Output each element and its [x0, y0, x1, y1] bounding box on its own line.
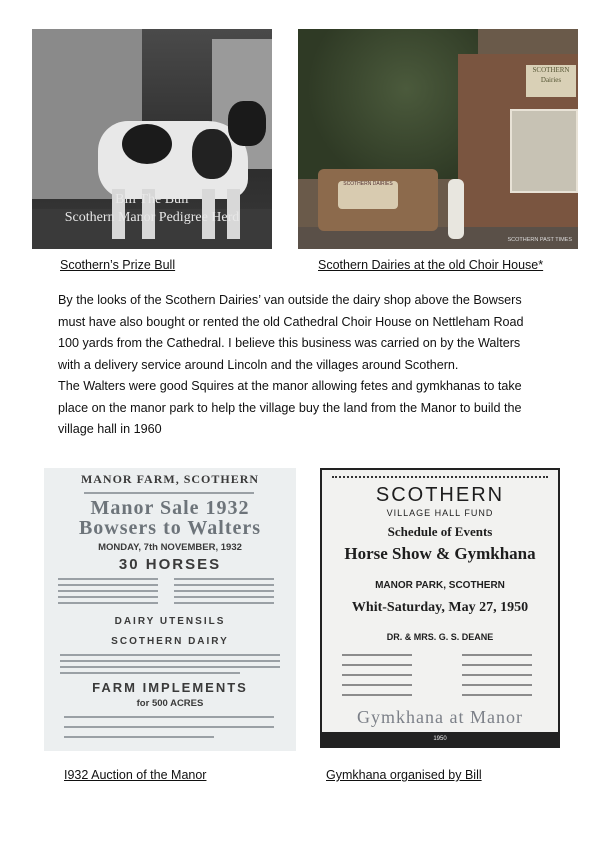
gymkhana-venue: MANOR PARK, SCOTHERN: [375, 580, 505, 591]
bull-overlay-subtitle: Scothern Manor Pedigree Herd: [64, 210, 240, 225]
paragraph-dairies: By the looks of the Scothern Dairies’ van outside the dairy shop above the Bowsers must have also bought or rented the old Cathedral Choir House on Nettleham Road 100 yards from the Cathedral. I believe this business was carried on by the Walters with a delivery service around Lincoln and the villages around Scothern.: [58, 293, 524, 372]
gymkhana-overlay-title: Gymkhana at Manor: [357, 707, 523, 727]
gymkhana-opened-by: DR. & MRS. G. S. DEANE: [386, 632, 494, 642]
gymkhana-schedule: Schedule of Events: [387, 524, 493, 539]
gymkhana-caption: Gymkhana organised by Bill: [326, 768, 482, 782]
dairy-photo: [298, 29, 578, 249]
paragraph-walters: The Walters were good Squires at the manor allowing fetes and gymkhanas to take place on the manor park to help the village buy the land from the Manor to build the village hall in 1960: [58, 379, 522, 436]
bull-caption: Scothern’s Prize Bull: [60, 258, 176, 272]
gymkhana-overlay-year: 1950: [322, 732, 558, 746]
bull-overlay-title: Bill The Bull: [115, 192, 189, 207]
auction-poster: [44, 468, 296, 751]
auction-overlay-names: Bowsers to Walters: [78, 517, 262, 539]
dairy-watermark: SCOTHERN PAST TIMES: [507, 237, 572, 243]
gymkhana-subtitle: VILLAGE HALL FUND: [386, 508, 494, 518]
dairy-caption: Scothern Dairies at the old Choir House*: [318, 258, 544, 272]
body-text: [58, 290, 528, 441]
auction-date: MONDAY, 7th NOVEMBER, 1932: [98, 542, 242, 553]
auction-dairy: SCOTHERN DAIRY: [111, 636, 229, 647]
gymkhana-title: SCOTHERN: [375, 484, 505, 506]
auction-caption: I932 Auction of the Manor: [64, 768, 207, 782]
gymkhana-event: Horse Show & Gymkhana: [344, 544, 536, 563]
auction-implements: FARM IMPLEMENTS: [92, 680, 248, 695]
dairy-sign: SCOTHERN Dairies: [526, 65, 576, 97]
bull-photo: [32, 29, 272, 249]
gymkhana-poster: [320, 468, 560, 748]
auction-acres: for 500 ACRES: [136, 698, 204, 709]
auction-horses: 30 HORSES: [118, 556, 222, 573]
auction-overlay-sale: Manor Sale 1932: [90, 497, 250, 519]
auction-heading: MANOR FARM, SCOTHERN: [80, 472, 260, 486]
auction-utensils: DAIRY UTENSILS: [114, 616, 226, 627]
van-label: SCOTHERN DAIRIES: [338, 181, 398, 209]
gymkhana-date: Whit-Saturday, May 27, 1950: [351, 600, 529, 615]
